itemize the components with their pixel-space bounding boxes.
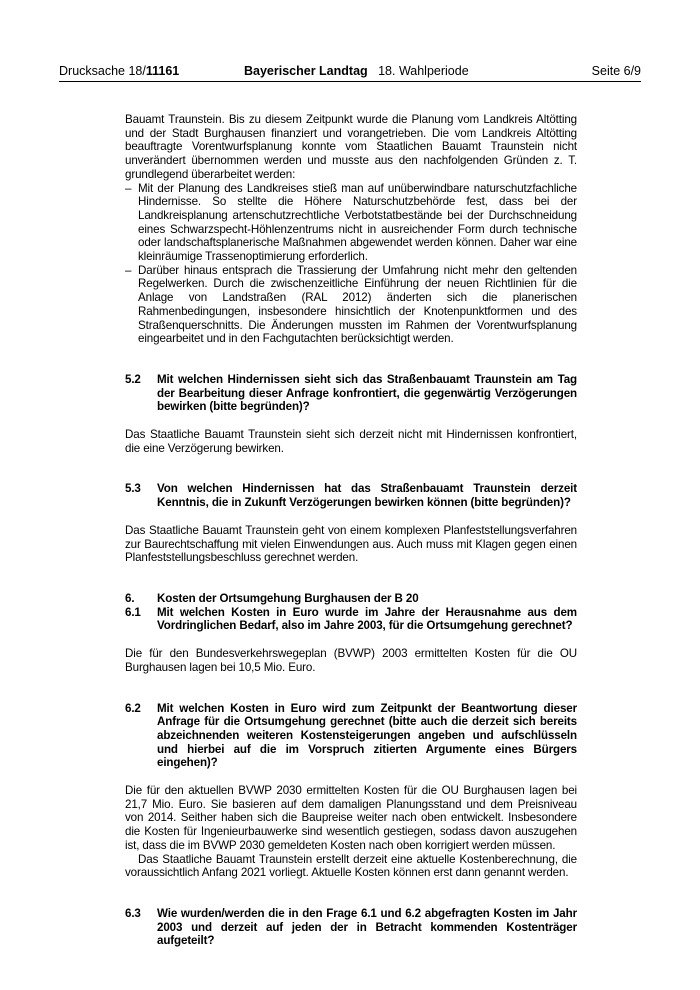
question-number: 6.3 bbox=[125, 906, 141, 920]
section-number: 6. bbox=[125, 591, 135, 605]
spacer bbox=[125, 675, 577, 702]
bullet-text: Mit der Planung des Landkreises stieß man auf unüberwindbare naturschutzfachliche Hindernisse. So stellte die Höhere Naturschutzbehörde fest, dass bei der Landkreisplanung artenschutzrechtliche Verbotstatbestände bei der Durchschneidung eines Schwarzspecht-Höhlenzentrums nicht in ausreichender Form durch technische oder landschaftsplanerische Maßnahmen abgewendet werden können. Daher war eine kleinräumige Trassenoptimierung erforderlich. bbox=[138, 181, 577, 264]
question-number: 5.2 bbox=[125, 372, 141, 386]
page-content bbox=[125, 113, 577, 948]
answer-6-1: Die für den Bundesverkehrswegeplan (BVWP) 2003 ermittelten Kosten für die OU Burghausen lagen bei 10,5 Mio. Euro. bbox=[125, 647, 577, 674]
header-divider bbox=[59, 81, 641, 82]
spacer bbox=[125, 346, 577, 373]
spacer bbox=[125, 414, 577, 428]
intro-bullet-1 bbox=[125, 182, 577, 264]
spacer bbox=[125, 880, 577, 907]
page-number: Seite 6/9 bbox=[591, 64, 641, 78]
answer-5-3: Das Staatliche Bauamt Traunstein geht von einem komplexen Planfeststellungsverfahren zur Baurechtschaffung mit vielen Einwendungen aus. Auch muss mit Klagen gegen einen Planfeststellungsbeschluss gerechnet werden. bbox=[125, 523, 577, 565]
question-5-3 bbox=[125, 482, 577, 509]
question-text: Mit welchen Kosten in Euro wird zum Zeitpunkt der Beantwortung dieser Anfrage für die Ortsumgehung gerechnet (bitte auch die derzeit sich bereits abzeichnenden weiteren Kostensteigerungen angeben und aufschlüsseln und hierbei auf die im Vorspruch zitierten Argumente eines Bürgers eingehen)? bbox=[157, 701, 577, 770]
drucksache-number: 11161 bbox=[145, 64, 180, 78]
question-text: Von welchen Hindernissen hat das Straßenbauamt Traunstein derzeit Kenntnis, die in Zukunft Verzögerungen bewirken können (bitte begründen)? bbox=[157, 482, 577, 510]
intro-bullet-2 bbox=[125, 264, 577, 346]
answer-6-2-part-2: Das Staatliche Bauamt Traunstein erstellt derzeit eine aktuelle Kostenberechnung, die voraussichtlich Anfang 2021 vorliegt. Aktuelle Kosten können erst dann genannt werden. bbox=[125, 852, 577, 880]
question-text: Mit welchen Hindernissen sieht sich das Straßenbauamt Traunstein am Tag der Bearbeitung dieser Anfrage konfrontiert, die gegenwärtig Verzögerungen bewirken (bitte begründen)? bbox=[157, 372, 577, 414]
wahlperiode: 18. Wahlperiode bbox=[378, 64, 469, 78]
spacer bbox=[125, 770, 577, 784]
section-6-heading bbox=[125, 592, 577, 606]
question-6-1 bbox=[125, 606, 577, 633]
spacer bbox=[125, 455, 577, 482]
section-title: Kosten der Ortsumgehung Burghausen der B 20 bbox=[157, 591, 419, 605]
spacer bbox=[125, 633, 577, 647]
bullet-dash: – bbox=[125, 263, 132, 277]
intro-paragraph: Bauamt Traunstein. Bis zu diesem Zeitpunkt wurde die Planung vom Landkreis Altötting und der Stadt Burghausen finanziert und vorangetrieben. Die vom Landkreis Altötting beauftragte Vorentwurfsplanung konnte vom Staatlichen Bauamt Traunstein nicht unverändert übernommen werden und musste aus den nachfolgenden Gründen z. T. grundlegend überarbeitet werden: bbox=[125, 113, 577, 181]
header-center bbox=[244, 64, 469, 79]
drucksache-reference: Drucksache 18/11161 bbox=[59, 64, 180, 78]
question-number: 6.2 bbox=[125, 701, 141, 715]
question-5-2 bbox=[125, 373, 577, 414]
question-6-2 bbox=[125, 702, 577, 771]
bullet-text: Darüber hinaus entsprach die Trassierung der Umfahrung nicht mehr den geltenden Regelwerken. Durch die zwischenzeitliche Einführung der neuen Richtlinien für die Anlage von Landstraßen (RAL 2012) änderten sich die planerischen Rahmenbedingungen, insbesondere hinsichtlich der Knotenpunktformen und des Straßenquerschnitts. Die Änderungen mussten im Rahmen der Vorentwurfsplanung eingearbeitet und in den Fachgutachten berücksichtigt werden. bbox=[138, 263, 577, 346]
question-text: Mit welchen Kosten in Euro wurde im Jahre der Herausnahme aus dem Vordringlichen Bedarf, also im Jahre 2003, für die Ortsumgehung gerechnet? bbox=[157, 605, 577, 633]
spacer bbox=[125, 510, 577, 524]
question-text: Wie wurden/werden die in den Frage 6.1 und 6.2 abgefragten Kosten im Jahr 2003 und derzeit auf jeden der in Betracht kommenden Kostenträger aufgeteilt? bbox=[157, 906, 577, 948]
spacer bbox=[125, 565, 577, 592]
question-number: 5.3 bbox=[125, 482, 141, 496]
landtag-name: Bayerischer Landtag bbox=[244, 64, 368, 78]
bullet-dash: – bbox=[125, 181, 132, 195]
question-number: 6.1 bbox=[125, 605, 141, 619]
answer-5-2: Das Staatliche Bauamt Traunstein sieht sich derzeit nicht mit Hindernissen konfrontiert, die eine Verzögerung bewirken. bbox=[125, 428, 577, 455]
answer-6-2-part-1: Die für den aktuellen BVWP 2030 ermittelten Kosten für die OU Burghausen lagen bei 21,7 Mio. Euro. Sie basieren auf dem damaligen Planungsstand und dem Preisniveau von 2014. Seither haben sich die Baupreise weiter nach oben entwickelt. Insbesondere die Kosten für Ingenieurbauwerke sind wesentlich gestiegen, sodass davon auszugehen ist, dass die im BVWP 2030 gemeldeten Kosten nach oben korrigiert werden müssen. bbox=[125, 784, 577, 852]
question-6-3 bbox=[125, 907, 577, 948]
